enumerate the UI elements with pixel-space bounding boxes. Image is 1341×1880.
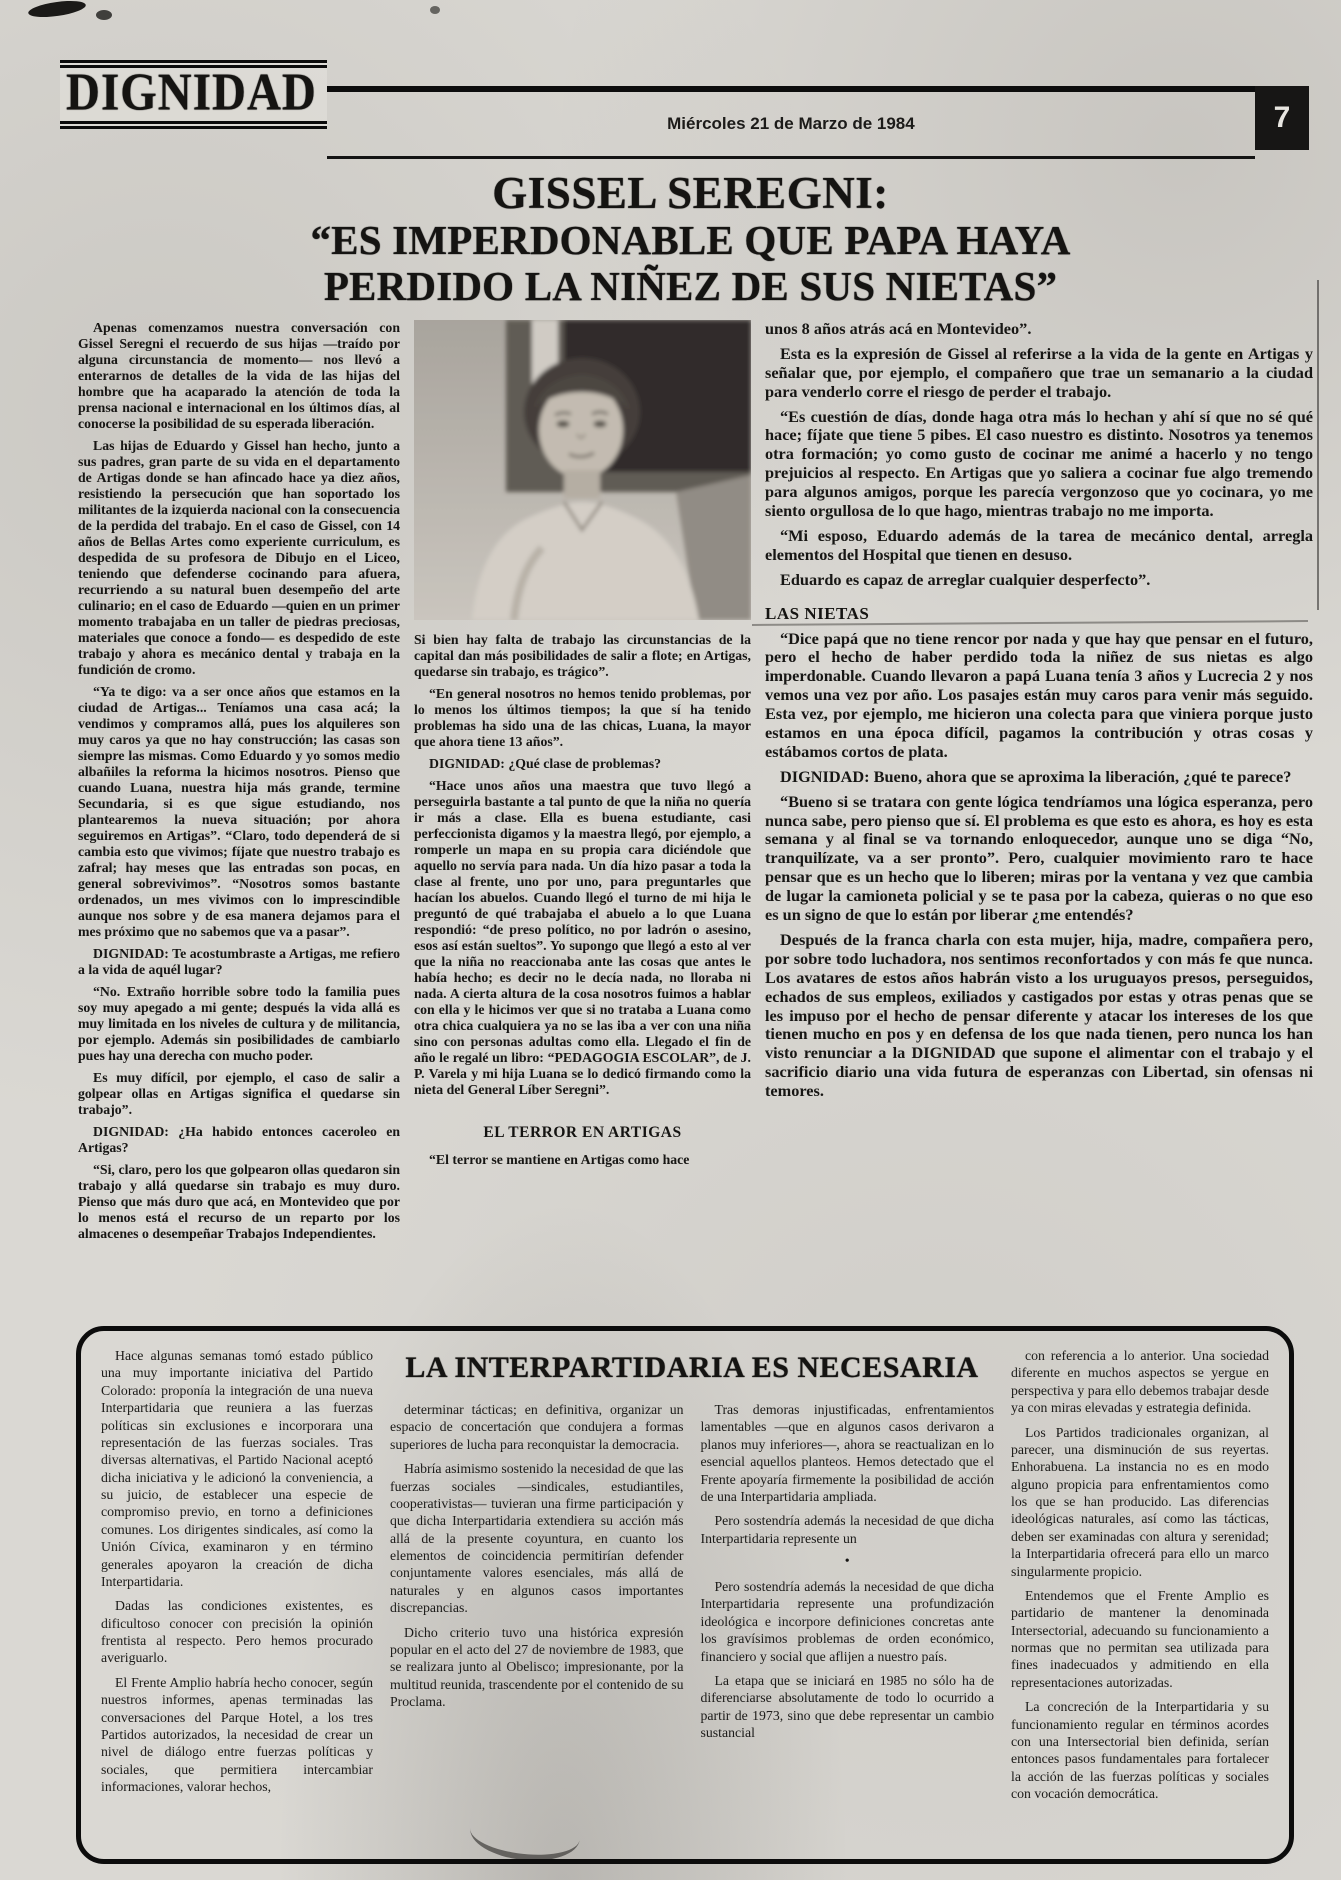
article-paragraph: “Es cuestión de días, donde haga otra más lo hechan y ahí sí que no sé qué hace; fíjate que tiene 5 pibes. El caso nuestro es distinto. Nosotros ya tenemos otra formación; yo como gusto de cocinar me animé a hacerlo y no tengo prejuicios al respecto. En Artigas que yo saliera a cocinar fue algo tremendo para algunos amigos, porque les parecía vergonzoso que yo cocinara, yo me siento orgullosa de lo que hago, mientras trabajo no me importa. [765,406,1313,521]
page-number-box [1255,86,1309,150]
issue-date: Miércoles 21 de Marzo de 1984 [667,114,915,133]
box-paragraph: Dicho criterio tuvo una histórica expresión popular en el acto del 27 de noviembre de 1983, que se realizara junto al Obelisco; impresionante, por la multitud reunida, trascendente por el contenido de su Proclama. [390,1624,684,1709]
article-paragraph: unos 8 años atrás acá en Montevideo”. [765,320,1032,338]
article-paragraph: “Si, claro, pero los que golpearon ollas quedaron sin trabajo y allá quedarse sin trabajo es muy duro. Pienso que más duro que acá, en Montevideo que por lo menos está el recurso de un reparto por los almacenes o desempeñar Trabajos Independientes. [78,1162,400,1241]
box-paragraph: El Frente Amplio habría hecho conocer, según nuestros informes, apenas terminadas las conversaciones del Parque Hotel, a los tres Partidos autorizados, la necesidad de crear un nivel de diálogo entre fuerzas políticas y sociales, que permitiera intercambiar informaciones, valorar hechos, [101,1674,373,1794]
interview-question: DIGNIDAD: ¿Qué clase de problemas? [429,756,661,771]
box-column-2 [390,1401,684,1843]
article-paragraph: “Hace unos años una maestra que tuvo llegó a perseguirla bastante a tal punto de que la niña no quería ir más a clase. Ella es buena estudiante, casi perfeccionista digamos y la maestra llegó, por ejemplo, a romperle un mapa en su propia cara diciéndole que aquello no servía para nada. Un día hizo pasar a toda la clase al frente, uno por uno, para preguntarles que hacían los abuelos. Cuando llegó el turno de mi hija le preguntó de qué trabajaba el abuelo a lo que Luana respondió: “de preso político, no por ladrón o asesino, esos así están sueltos”. Yo supongo que llegó a esto al ver que la niña no reaccionaba ante las cosas que antes le había hecho; es decir no le decía nada, no lloraba ni nada. A cierta altura de la cosa nosotros fuimos a hablar con ella y le hicimos ver que si no trataba a Luana como otra chica cualquiera ya no se las iba a ver con una niña sino con personas adultas como ella. Llegado el fin de año le regalé un libro: “PEDAGOGIA ESCOLAR”, de J. P. Varela y mi hija Luana se lo dedicó firmando como la nieta del General Líber Seregni”. [414,778,751,1097]
section-subhead-nietas: LAS NIETAS [765,603,870,623]
headline-line-2: PERDIDO LA NIÑEZ DE SUS NIETAS” [323,263,1058,310]
article-paragraph: “Dice papá que no tiene rencor por nada y que hay que pensar en el futuro, pero el hecho de haber perdido toda la niñez de sus nietas es algo imperdonable. Cuando llevaron a papá Luana tenía 3 años y Lucrecia 2 y nos vemos una vez por año. Los pasajes están muy caros para venir más seguido. Esta vez, por ejemplo, me hicieron una colecta para que viniera porque justo estamos en una época difícil, pagamos la contribución y otras cosas y estábamos cortos de plata. [765,628,1313,761]
box-column-3 [701,1401,995,1843]
headline-line-1: “ES IMPERDONABLE QUE PAPA HAYA [310,217,1071,264]
article-paragraph: “Bueno si se tratara con gente lógica tendríamos una lógica esperanza, pero nunca sabe, pero pienso que sí. El problema es que esto es ahora, es hoy es esta semana y al final se va tornando enloquecedor, aunque uno se diga “No, tranquilízate, va a ser pronto”. Pero, cualquier movimiento raro te hace pensar que es un hecho que lo liberen; miras por la ventana y vez que cambia de lugar la camioneta policial y se te pasa por la cabeza, quieras o no que eso es un signo de que lo están por liberar ¿me entendés? [765,791,1313,925]
article-paragraph: “Mi esposo, Eduardo además de la tarea de mecánico dental, arregla elementos del Hospital que tienen en desuso. [765,525,1313,564]
article-paragraph: Eduardo es capaz de arreglar cualquier desperfecto”. [780,569,1151,589]
box-paragraph: Habría asimismo sostenido la necesidad de que las fuerzas sociales —sindicales, estudiantiles, cooperativistas— tuvieran una firme participación y que dicha Interpartidaria extendiera su acción más allá de la presente coyuntura, en cuanto los elementos de coincidencia permitirían defender conjuntamente valores esenciales, más allá de naturales y en algunos casos importantes discrepancias. [390,1461,684,1616]
article-paragraph: “En general nosotros no hemos tenido problemas, por lo menos los últimos tiempos; la que sí ha tenido problemas ha sido una de las chicas, Luana, la mayor que ahora tiene 13 años”. [414,686,751,749]
box-paragraph: Pero sostendría además la necesidad de que dicha Interpartidaria represente un [700,1513,994,1546]
article-paragraph: Si bien hay falta de trabajo las circunstancias de la capital dan más posibilidades de salir a flote; en Artigas, quedarse sin trabajo, es trágico”. [414,632,751,679]
article-paragraph: “Ya te digo: va a ser once años que estamos en la ciudad de Artigas... Teníamos una casa acá; la vendimos y compramos allá, pues los alquileres son muy caros ya que no hay construcción; las casas son siempre las mismas. Como Eduardo y yo somos medio albañiles la reforma la hicimos nosotros. Pienso que cuando Luana, nuestra hija más grande, termine Secundaria, si es que sigue estudiando, nos plantearemos la nueva situación; por ahora seguiremos en Artigas”. “Claro, todo dependerá de si cambia esto que vivimos; fíjate que nuestro trabajo es zafral; hay meses que las entradas son pocas, en general sobrevivimos”. “Nosotros somos bastante ordenados, un mes vivimos con lo imprescindible aunque nos sobre y de esa manera dejamos para el mes próximo que no sabemos que va a pasar”. [78,684,400,939]
box-column-4 [1011,1347,1269,1843]
article-paragraph: “No. Extraño horrible sobre todo la familia pues soy muy apegado a mi gente; después la vida allá es muy limitada en los niveles de cultura y de militancia, por ejemplo. Además sin posibilidades de cambiarlo pues hay una derecha con mucho poder. [78,984,400,1063]
box-paragraph: Entendemos que el Frente Amplio es partidario de mantener la denominada Intersectorial, adecuando su funcionamiento a normas que no permitan sea utilizada para fines inadecuados y admitiendo en ella representaciones autorizadas. [1011,1587,1269,1690]
date-strip [327,86,1255,159]
scan-edge-line [1317,280,1319,610]
interview-question: DIGNIDAD: ¿Ha habido entonces caceroleo en Artigas? [78,1124,400,1155]
article-column-right [765,320,1313,1324]
box-paragraph: Tras demoras injustificadas, enfrentamientos lamentables —que en algunos casos derivaron a planos muy inferiores—, ahora se reactualizan en lo esencial aquellos planteos. Hemos detectado que el Frente apoyaría firmemente la posibilidad de acción de una Interpartidaria ampliada. [700,1402,994,1504]
interpartidaria-box [76,1326,1294,1864]
article-column-left [78,320,400,1324]
box-paragraph: La concreción de la Interpartidaria y su funcionamiento regular en términos acordes con una Intersectorial bien definida, serían entonces pasos fundamentales para fortalecer la acción de las fuerzas políticas y sociales con vocación democrática. [1011,1699,1269,1801]
page-header [60,60,1309,159]
headline-block [110,168,1271,310]
box-column-1 [101,1347,373,1843]
box-paragraph: con referencia a lo anterior. Una sociedad diferente en muchos aspectos se yergue en perspectiva y para ello debemos trabajar desde ya con miras elevadas y estrategia definida. [1011,1348,1269,1416]
interview-question: DIGNIDAD: Te acostumbraste a Artigas, me refiero a la vida de aquél lugar? [78,946,400,977]
box-title: LA INTERPARTIDARIA ES NECESARIA [405,1351,979,1384]
article-paragraph: Después de la franca charla con esta mujer, hija, madre, compañera pero, por sobre todo luchadora, nos sentimos reconfortados y con más fe que nunca. Los avatares de estos años habrán visto a los uruguayos presos, perseguidos, echados de sus empleos, exiliados y castigados por estas y otras penas que se les impuso por el hecho de pensar diferente y atacar los intereses de los que tienen mucho en pos y en defensa de los que nada tienen, pero nunca los han visto renunciar a la DIGNIDAD que supone el alimentar con el trabajo y el sacrificio diario una vida futura de esperanzas con Libertad, sin ofensas ni temores. [765,929,1313,1101]
article-paragraph: Apenas comenzamos nuestra conversación con Gissel Seregni el recuerdo de sus hijas —traído por alguna circunstancia de momento— nos llevó a enterarnos de detalles de la vida de las hijas del hombre que ha acaparado la atención de toda la prensa nacional e internacional en los últimos días, al conocerse la posibilidad de su esperada liberación. [78,320,400,431]
portrait-photo-graphic [414,320,751,620]
box-paragraph: determinar tácticas; en definitiva, organizar un espacio de concertación que condujera a formas superiores de lucha para reconquistar la democracia. [390,1402,684,1452]
box-middle-section [390,1347,994,1843]
page-number: 7 [1273,101,1291,134]
separator-dot: • [844,1554,850,1569]
masthead-text: DIGNIDAD [66,63,317,123]
article-paragraph: Es muy difícil, por ejemplo, el caso de salir a golpear ollas en Artigas significa el quedarse sin trabajo”. [78,1070,400,1117]
box-paragraph: Los Partidos tradicionales organizan, al parecer, una disminución de sus reyertas. Enhorabuena. La instancia no es en modo alguno propicia para enfrentamientos como los que se han producido. Las diferencias ideológicas naturales, así como las tácticas, deben ser examinadas con altura y serenidad; la Interpartidaria ofrecerá para ello un marco singularmente propicio. [1011,1424,1269,1579]
headline-kicker: GISSEL SEREGNI: [492,168,889,218]
box-paragraph: La etapa que se iniciará en 1985 no sólo ha de diferenciarse absolutamente de todo lo ocurrido a partir de 1973, sino que debe representar un cambio sustancial [700,1672,994,1740]
article-columns [78,320,1313,1324]
box-paragraph: Hace algunas semanas tomó estado público una muy importante iniciativa del Partido Colorado: proponía la integración de una nueva Interpartidaria que reuniera a las fuerzas políticas sin exclusiones e incorporara una representación de las fuerzas sociales. Tras diversas alternativas, el Partido Nacional aceptó dicha iniciativa y le adicionó la conveniencia, a su juicio, de establecer una especie de compromiso previo, en torno a definiciones comunes. Los dirigentes sindicales, así como la Unión Cívica, examinaron y en término generales apoyaron la creación de dicha Interpartidaria. [101,1348,373,1589]
article-paragraph: “El terror se mantiene en Artigas como hace [429,1152,690,1167]
portrait-photo [414,320,751,620]
article-column-middle [414,320,751,1324]
box-paragraph: Pero sostendría además la necesidad de que dicha Interpartidaria represente una profundización ideológica e incorpore definiciones concretas ante los gravísimos problemas de orden económico, financiero y social que aflijen a nuestro país. [700,1579,994,1664]
interview-question: DIGNIDAD: Bueno, ahora que se aproxima la liberación, ¿qué te parece? [780,766,1292,786]
masthead-logo [60,60,327,129]
box-middle-columns [390,1401,994,1843]
box-paragraph: Dadas las condiciones existentes, es dificultoso conocer con precisión la opinión frentista al respecto. Pero hemos procurado averiguarlo. [101,1598,373,1666]
article-paragraph: Esta es la expresión de Gissel al referirse a la vida de la gente en Artigas y señalar que, por ejemplo, el compañero que trae un semanario a la ciudad para venderlo corre el riesgo de perder el trabajo. [765,343,1313,401]
scan-artifact [430,6,440,14]
article-paragraph: Las hijas de Eduardo y Gissel han hecho, junto a sus padres, gran parte de su vida en el departamento de Artigas donde se han afincado hace ya diez años, resistiendo la persecución que han soportado los militantes de la izquierda nacional con la consecuencia de la perdida del trabajo. En el caso de Gissel, con 14 años de Bellas Artes como experiente curriculum, es despedida de su profesora de Dibujo en el Liceo, teniendo que defenderse cocinando para afuera, recurriendo a su natural buen desempeño del arte culinario; en el caso de Eduardo —quien en un primer momento trabajaba en un taller de piedras preciosas, materiales que conoce a fondo— es despedido de este trabajo y ahora es mecánico dental y trabaja en la fundición de cromo. [78,438,400,677]
scan-artifact [27,0,86,20]
scan-artifact [96,10,112,20]
section-subhead-terror: EL TERROR EN ARTIGAS [483,1124,682,1141]
